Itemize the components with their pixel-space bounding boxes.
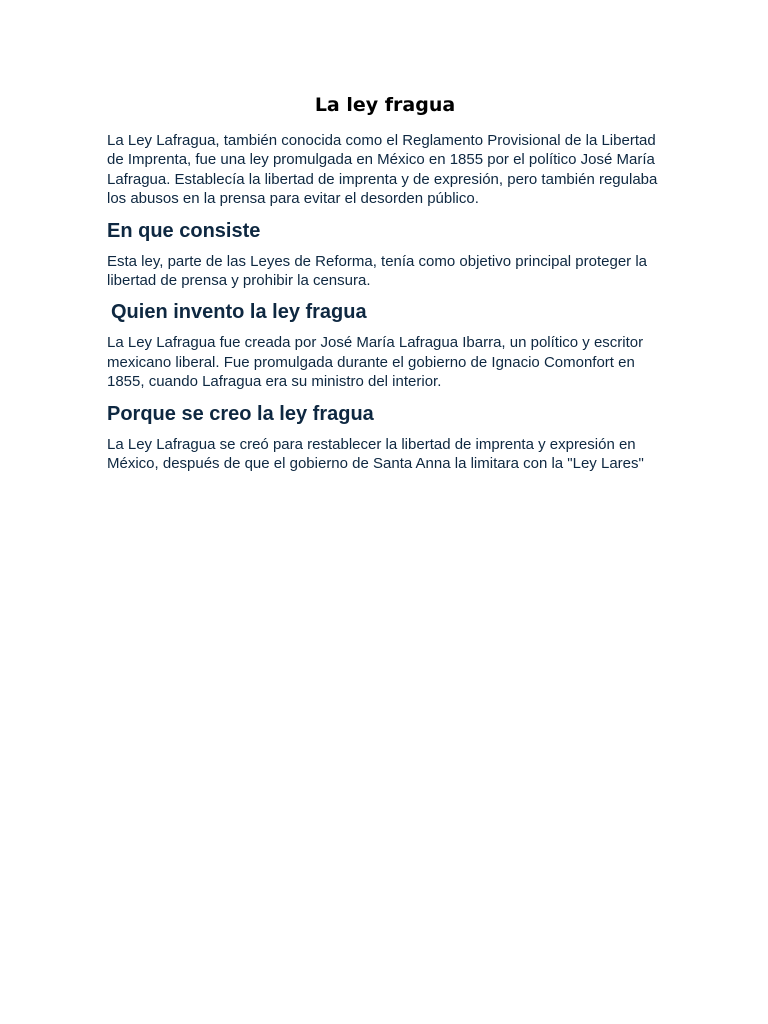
document-page xyxy=(107,92,663,473)
intro-paragraph: La Ley Lafragua, también conocida como el Reglamento Provisional de la Libertad de Imprenta, fue una ley promulgada en México en 1855 por el político José María Lafragua. Establecía la libertad de imprenta y de expresión, pero también regulaba los abusos en la prensa para evitar el desorden público. xyxy=(107,132,658,208)
section-body-porque: La Ley Lafragua se creó para restablecer la libertad de imprenta y expresión en México, después de que el gobierno de Santa Anna la limitara con la "Ley Lares" xyxy=(107,435,644,473)
section-body-quien: La Ley Lafragua fue creada por José María Lafragua Ibarra, un político y escritor mexicano liberal. Fue promulgada durante el gobierno de Ignacio Comonfort en 1855, cuando Lafragua era su ministro del interior. xyxy=(107,334,644,391)
section-heading-porque: Porque se creo la ley fragua xyxy=(107,402,374,425)
section-heading-consiste: En que consiste xyxy=(107,219,261,242)
section-heading-quien: Quien invento la ley fragua xyxy=(111,301,367,324)
section-body-consiste: Esta ley, parte de las Leyes de Reforma, tenía como objetivo principal proteger la libertad de prensa y prohibir la censura. xyxy=(107,252,648,290)
document-title: La ley fragua xyxy=(314,94,456,116)
